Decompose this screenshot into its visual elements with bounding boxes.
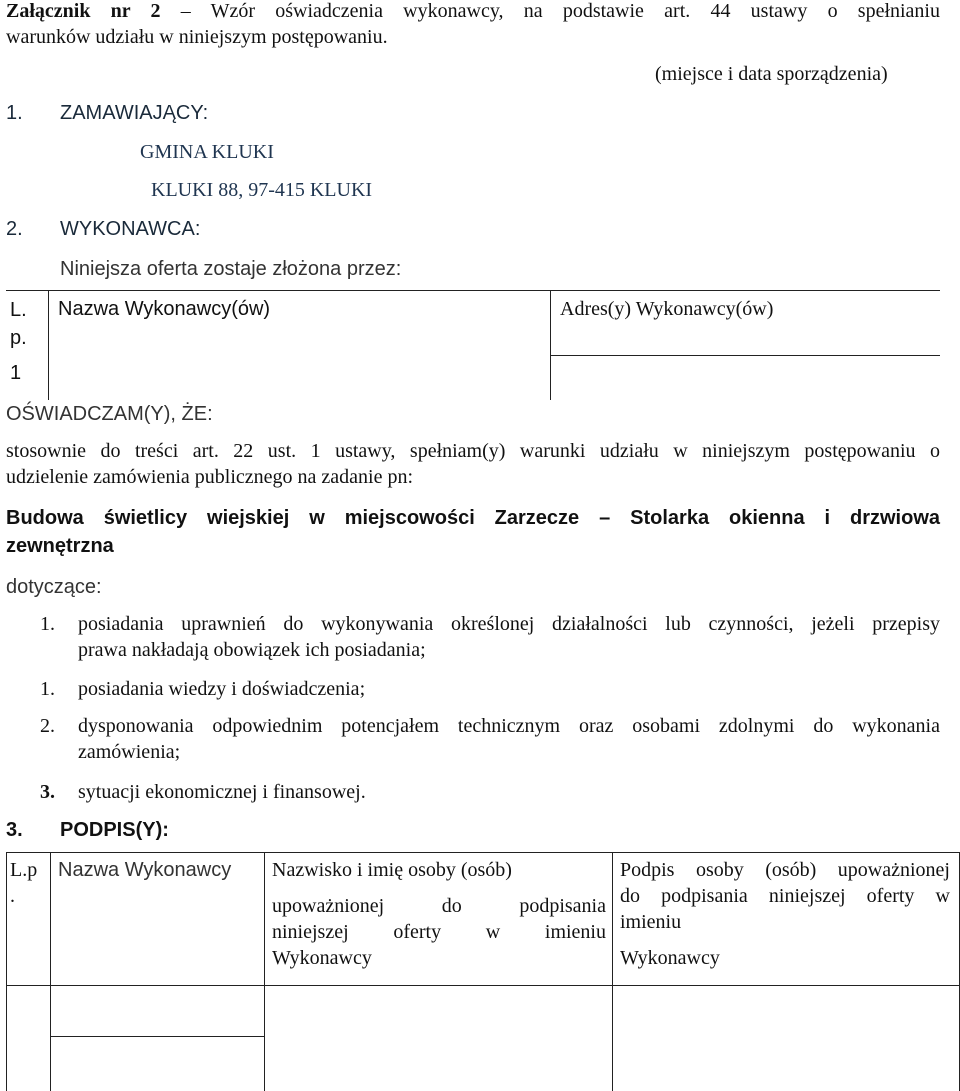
offer-submitted-by-label: Niniejsza oferta zostaje złożona przez: <box>60 258 402 280</box>
condition-item-3-number: 2. <box>40 715 55 737</box>
annex-dash: – <box>180 0 191 22</box>
condition-item-2-number: 1. <box>40 678 55 700</box>
section1-number: 1. <box>6 102 23 124</box>
section2-number: 2. <box>6 218 23 240</box>
concerning-label: dotyczące: <box>6 576 102 598</box>
contracting-authority-address: KLUKI 88, 97-415 KLUKI <box>151 179 373 201</box>
contractor-table-name-header: Nazwa Wykonawcy(ów) <box>58 298 271 320</box>
section3-title: PODPIS(Y): <box>60 819 169 841</box>
project-title-line1: Budowa świetlicy wiejskiej w miejscowości Zarzecze – Stolarka okienna i drzwiowa <box>6 507 940 529</box>
contracting-authority-name: GMINA KLUKI <box>140 141 274 163</box>
contractor-table-lp-header: L. p. <box>10 299 27 349</box>
annex-heading-line1 <box>6 0 940 24</box>
section3-number: 3. <box>6 819 23 841</box>
signature-table-name-header: Nazwa Wykonawcy <box>58 859 232 881</box>
contractor-table-address-header: Adres(y) Wykonawcy(ów) <box>560 298 774 320</box>
annex-label: Załącznik nr 2 <box>6 0 161 22</box>
condition-item-4-line1: sytuacji ekonomicznej i finansowej. <box>78 781 366 803</box>
annex-title-part1: Wzór oświadczenia wykonawcy, na podstawie art. 44 ustawy o spełnianiu <box>210 0 940 22</box>
signature-table-lp-header: L.p . <box>10 859 38 907</box>
declaration-heading: OŚWIADCZAM(Y), ŻE: <box>6 403 213 425</box>
declaration-text-line2: udzielenie zamówienia publicznego na zadanie pn: <box>6 466 414 488</box>
annex-heading <box>6 0 940 24</box>
condition-item-1-number: 1. <box>40 613 55 635</box>
condition-item-1-line1: posiadania uprawnień do wykonywania określonej działalności lub czynności, jeżeli przepisy <box>78 613 940 635</box>
signature-table-person-header: Nazwisko i imię osoby (osób) upoważnionej do podpisania niniejszej oferty w imieniu Wykonawcy <box>272 859 606 969</box>
contractor-table-row-number: 1 <box>10 362 22 384</box>
annex-heading-line2: warunków udziału w niniejszym postępowaniu. <box>6 26 388 48</box>
declaration-text-line1: stosownie do treści art. 22 ust. 1 ustawy, spełniam(y) warunki udziału w niniejszym postępowaniu o <box>6 440 940 462</box>
section1-title: ZAMAWIAJĄCY: <box>60 102 209 124</box>
section2-title: WYKONAWCA: <box>60 218 201 240</box>
condition-item-3-line1: dysponowania odpowiednim potencjałem technicznym oraz osobami zdolnymi do wykonania <box>78 715 940 737</box>
condition-item-4-number: 3. <box>40 781 55 803</box>
place-date-label: (miejsce i data sporządzenia) <box>655 63 888 85</box>
project-title-line2: zewnętrzna <box>6 535 114 557</box>
condition-item-1-line2: prawa nakładają obowiązek ich posiadania; <box>78 639 426 661</box>
signature-table-sign-header: Podpis osoby (osób) upoważnionej do podpisania niniejszej oferty w imieniu Wykonawcy <box>620 859 950 969</box>
condition-item-2-line1: posiadania wiedzy i doświadczenia; <box>78 678 366 700</box>
condition-item-3-line2: zamówienia; <box>78 741 181 763</box>
